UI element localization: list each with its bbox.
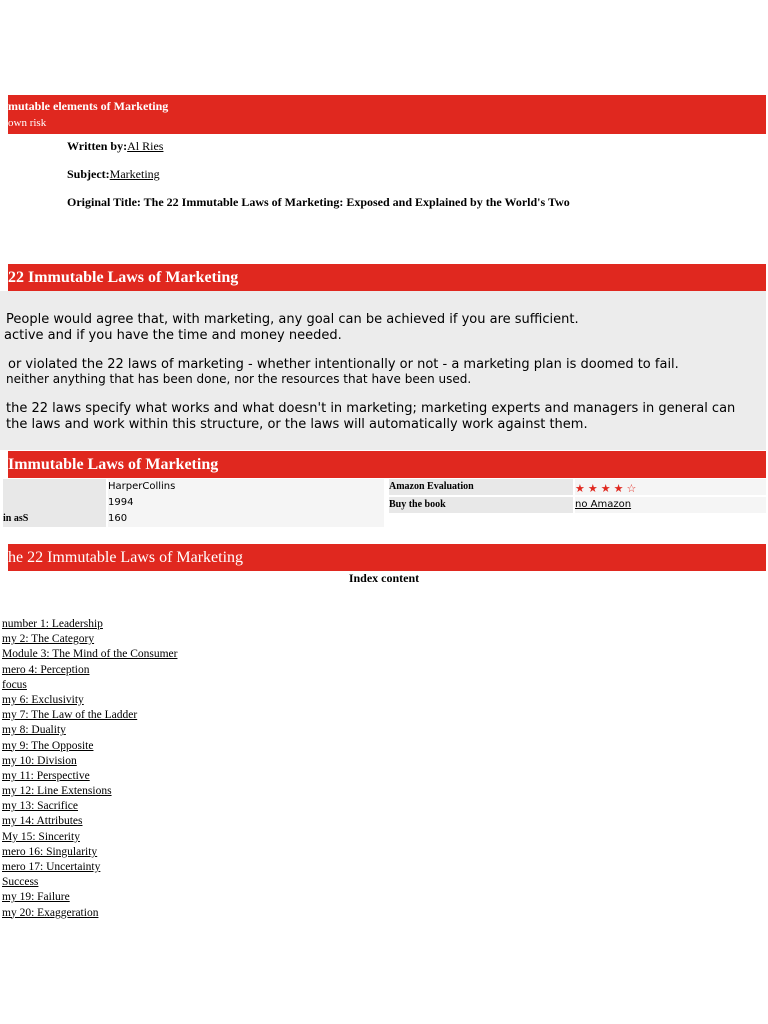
summary-heading-bar <box>8 264 766 291</box>
list-item <box>2 647 177 662</box>
list-item <box>2 784 177 799</box>
summary-line: the 22 laws specify what works and what doesn't in marketing; marketing experts and managers in general can <box>6 401 736 416</box>
chapter-link[interactable]: my 12: Line Extensions <box>2 785 112 798</box>
summary-line: or violated the 22 laws of marketing - whether intentionally or not - a marketing plan is doomed to fail. <box>8 357 679 372</box>
chapter-link[interactable]: my 6: Exclusivity <box>2 693 84 706</box>
list-item <box>2 632 177 647</box>
publisher-value: HarperCollins <box>108 479 384 495</box>
amazon-evaluation-label: Amazon Evaluation <box>389 479 573 495</box>
chapter-link[interactable]: number 1: Leadership <box>2 618 103 630</box>
original-title: Original Title: The 22 Immutable Laws of Marketing: Exposed and Explained by the World's Two <box>67 195 570 209</box>
index-heading-bar <box>8 544 766 571</box>
subject <box>67 167 160 182</box>
info-heading: Immutable Laws of Marketing <box>8 456 219 473</box>
chapter-link[interactable]: my 13: Sacrifice <box>2 800 79 813</box>
list-item <box>2 814 177 829</box>
summary-line: the laws and work within this structure, or the laws will automatically work against them. <box>6 417 588 432</box>
star-rating-icon: ★★★★☆ <box>575 482 640 495</box>
chapter-link[interactable]: my 20: Exaggeration <box>2 906 99 919</box>
info-label <box>3 479 106 495</box>
list-item <box>2 723 177 738</box>
chapter-link[interactable]: my 9: The Opposite <box>2 739 94 752</box>
list-item <box>2 890 177 905</box>
buy-book-cell <box>575 497 766 513</box>
chapter-link[interactable]: my 7: The Law of the Ladder <box>2 709 138 722</box>
list-item <box>2 693 177 708</box>
summary-line: neither anything that has been done, nor the resources that have been used. <box>6 372 472 386</box>
summary-line: People would agree that, with marketing, any goal can be achieved if you are sufficient. <box>6 312 579 327</box>
list-item <box>2 754 177 769</box>
summary-line: active and if you have the time and money needed. <box>4 328 342 343</box>
chapter-link[interactable]: my 10: Division <box>2 754 77 767</box>
chapter-link[interactable]: mero 17: Uncertainty <box>2 861 101 873</box>
index-heading: he 22 Immutable Laws of Marketing <box>8 549 244 566</box>
page-title: mutable elements of Marketing <box>8 99 169 113</box>
subject-label: Subject: <box>67 167 110 181</box>
index-list <box>2 617 177 921</box>
list-item <box>2 845 177 860</box>
list-item <box>2 769 177 784</box>
chapter-link[interactable]: mero 16: Singularity <box>2 845 98 858</box>
info-label <box>3 495 106 511</box>
summary-panel <box>0 291 766 450</box>
chapter-link[interactable]: mero 4: Perception <box>2 663 90 676</box>
buy-book-label: Buy the book <box>389 497 573 513</box>
written-by <box>67 139 163 154</box>
amazon-link[interactable]: no Amazon <box>575 499 632 510</box>
header-bar <box>8 95 766 134</box>
list-item <box>2 906 177 921</box>
chapter-link[interactable]: Success <box>2 876 39 889</box>
list-item <box>2 678 177 693</box>
list-item <box>2 739 177 754</box>
index-title: Index content <box>348 571 420 585</box>
author-link[interactable]: Al Ries <box>127 139 164 153</box>
list-item <box>2 860 177 875</box>
page-subtitle: own risk <box>8 117 47 129</box>
list-item <box>2 830 177 845</box>
list-item <box>2 875 177 890</box>
chapter-link[interactable]: Module 3: The Mind of the Consumer <box>2 648 178 661</box>
chapter-link[interactable]: my 19: Failure <box>2 891 70 904</box>
list-item <box>2 617 177 632</box>
chapter-link[interactable]: my 14: Attributes <box>2 815 83 828</box>
chapter-link[interactable]: My 15: Sincerity <box>2 830 80 843</box>
pages-label: in asS <box>3 511 106 527</box>
rating-stars <box>575 479 766 495</box>
info-heading-bar <box>8 451 766 478</box>
year-value: 1994 <box>108 495 384 511</box>
written-by-label: Written by: <box>67 139 128 153</box>
summary-heading: 22 Immutable Laws of Marketing <box>8 269 239 286</box>
list-item <box>2 799 177 814</box>
chapter-link[interactable]: my 8: Duality <box>2 724 66 737</box>
list-item <box>2 663 177 678</box>
chapter-link[interactable]: my 2: The Category <box>2 633 95 646</box>
chapter-link[interactable]: focus <box>2 678 27 691</box>
pages-value: 160 <box>108 511 384 527</box>
list-item <box>2 708 177 723</box>
subject-link[interactable]: Marketing <box>109 167 160 181</box>
chapter-link[interactable]: my 11: Perspective <box>2 769 90 782</box>
